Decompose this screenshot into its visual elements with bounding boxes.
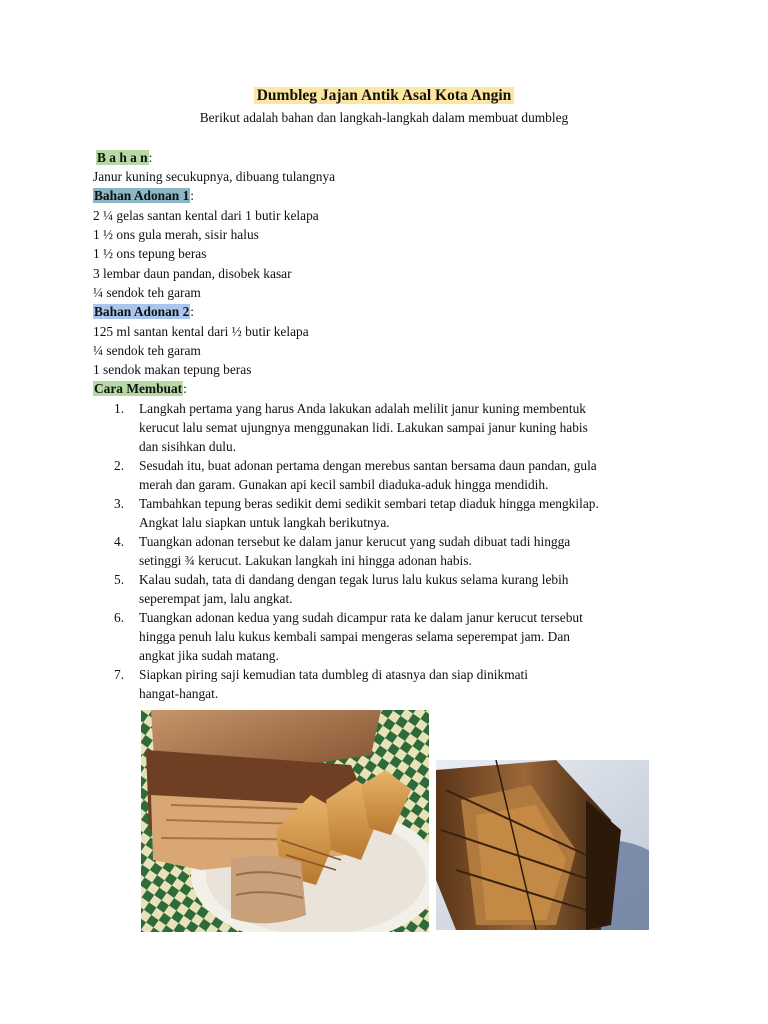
step-line: Tuangkan adonan tersebut ke dalam janur kerucut yang sudah dibuat tadi hingga xyxy=(139,534,571,549)
adonan2-item: ¼ sendok teh garam xyxy=(93,343,201,358)
step-number: 5. xyxy=(114,572,125,587)
adonan1-heading: Bahan Adonan 1 xyxy=(94,188,190,203)
adonan1-item: 3 lembar daun pandan, disobek kasar xyxy=(93,266,292,281)
step-line: Langkah pertama yang harus Anda lakukan adalah melilit janur kuning membentuk xyxy=(139,401,586,416)
document-title-wrap xyxy=(0,87,768,105)
step-item xyxy=(93,570,693,608)
bahan-colon: : xyxy=(148,150,153,165)
step-line: seperempat jam, lalu angkat. xyxy=(139,591,293,606)
document-subtitle: Berikut adalah bahan dan langkah-langkah dalam membuat dumbleg xyxy=(199,110,569,125)
step-line: Sesudah itu, buat adonan pertama dengan merebus santan bersama daun pandan, gula xyxy=(139,458,597,473)
dumbleg-closeup-image xyxy=(436,760,649,930)
bahan-item: Janur kuning secukupnya, dibuang tulangnya xyxy=(93,169,336,184)
bahan-heading: B a h a n xyxy=(97,150,148,165)
steps-list xyxy=(93,399,693,703)
step-number: 4. xyxy=(114,534,125,549)
adonan1-item: 1 ½ ons tepung beras xyxy=(93,246,207,261)
step-item xyxy=(93,532,693,570)
step-item xyxy=(93,399,693,456)
document-title: Dumbleg Jajan Antik Asal Kota Angin xyxy=(254,87,515,104)
step-line: Tambahkan tepung beras sedikit demi sedikit sembari tetap diaduk hingga mengkilap. xyxy=(139,496,599,511)
step-item xyxy=(93,608,693,665)
step-line: Siapkan piring saji kemudian tata dumbleg di atasnya dan siap dinikmati xyxy=(139,667,528,682)
dumbleg-closeup-photo xyxy=(436,760,649,930)
step-line: Tuangkan adonan kedua yang sudah dicampur rata ke dalam janur kerucut tersebut xyxy=(139,610,583,625)
bahan-heading-line xyxy=(96,148,152,167)
step-item xyxy=(93,456,693,494)
step-line: dan sisihkan dulu. xyxy=(139,439,237,454)
step-line: angkat jika sudah matang. xyxy=(139,648,279,663)
adonan1-item: ¼ sendok teh garam xyxy=(93,285,201,300)
adonan1-item: 1 ½ ons gula merah, sisir halus xyxy=(93,227,259,242)
step-number: 1. xyxy=(114,401,125,416)
step-number: 6. xyxy=(114,610,125,625)
adonan2-item: 125 ml santan kental dari ½ butir kelapa xyxy=(93,324,309,339)
adonan1-heading-line xyxy=(93,186,194,205)
dumbleg-plate-image xyxy=(141,710,429,932)
step-item xyxy=(93,665,693,703)
step-line: Kalau sudah, tata di dandang dengan tegak lurus lalu kukus selama kurang lebih xyxy=(139,572,569,587)
cara-heading: Cara Membuat xyxy=(94,381,183,396)
step-line: setinggi ¾ kerucut. Lakukan langkah ini hingga adonan habis. xyxy=(139,553,472,568)
adonan2-heading: Bahan Adonan 2 xyxy=(94,304,190,319)
step-line: merah dan garam. Gunakan api kecil sambil diaduka-aduk hingga mendidih. xyxy=(139,477,549,492)
adonan1-colon: : xyxy=(190,188,195,203)
step-line: kerucut lalu semat ujungnya menggunakan lidi. Lakukan sampai janur kuning habis xyxy=(139,420,588,435)
step-number: 7. xyxy=(114,667,125,682)
step-line: hingga penuh lalu kukus kembali sampai mengeras selama seperempat jam. Dan xyxy=(139,629,570,644)
adonan2-heading-line xyxy=(93,302,194,321)
step-number: 2. xyxy=(114,458,125,473)
step-line: hangat-hangat. xyxy=(139,686,219,701)
adonan1-item: 2 ¼ gelas santan kental dari 1 butir kelapa xyxy=(93,208,319,223)
cara-colon: : xyxy=(183,381,187,396)
step-number: 3. xyxy=(114,496,125,511)
step-item xyxy=(93,494,693,532)
adonan2-item: 1 sendok makan tepung beras xyxy=(93,362,252,377)
step-line: Angkat lalu siapkan untuk langkah berikutnya. xyxy=(139,515,390,530)
dumbleg-plate-photo xyxy=(141,710,429,932)
adonan2-colon: : xyxy=(190,304,195,319)
cara-heading-line xyxy=(93,379,187,398)
